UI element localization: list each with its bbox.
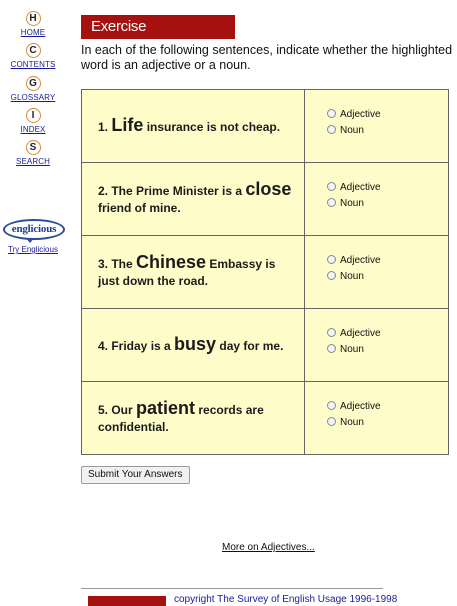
highlighted-word: close (245, 179, 292, 199)
question-text-after: insurance is not cheap. (143, 119, 281, 134)
answer-cell (305, 382, 448, 454)
question-cell (82, 163, 305, 235)
nav-home-label[interactable]: HOME (20, 28, 46, 37)
question-cell (82, 90, 305, 162)
highlighted-word: busy (174, 333, 217, 354)
adjective-radio[interactable] (327, 401, 336, 410)
nav-glossary[interactable] (0, 76, 66, 102)
adjective-radio[interactable] (327, 182, 336, 191)
question-text-before: 1. (98, 119, 112, 134)
question-row (82, 90, 448, 163)
question-row (82, 236, 448, 309)
noun-radio[interactable] (327, 125, 336, 134)
try-englicious-link[interactable]: Try Englicious (8, 245, 58, 254)
noun-label: Noun (340, 417, 364, 428)
adjective-option[interactable] (327, 328, 381, 339)
question-cell (82, 236, 305, 308)
noun-option[interactable] (327, 198, 364, 209)
nav-glossary-label[interactable]: GLOSSARY (10, 93, 56, 102)
noun-radio[interactable] (327, 417, 336, 426)
englicious-logo[interactable]: englicious (3, 219, 65, 240)
noun-option[interactable] (327, 344, 364, 355)
answer-cell (305, 90, 448, 162)
adjective-option[interactable] (327, 109, 381, 120)
highlighted-word: patient (136, 398, 196, 418)
adjective-radio[interactable] (327, 109, 336, 118)
answer-cell (305, 236, 448, 308)
nav-index[interactable] (0, 108, 66, 134)
adjective-option[interactable] (327, 401, 381, 412)
question-text-after: records are confidential. (98, 403, 264, 434)
quiz-table (81, 89, 449, 455)
adjective-label: Adjective (340, 328, 381, 339)
index-icon: I (26, 108, 41, 123)
logo-tail-icon (26, 238, 34, 243)
copyright-link[interactable]: copyright The Survey of English Usage 1996-1998 (174, 594, 398, 605)
noun-label: Noun (340, 198, 364, 209)
contents-icon: C (26, 43, 41, 58)
noun-option[interactable] (327, 271, 364, 282)
noun-label: Noun (340, 344, 364, 355)
answer-cell (305, 163, 448, 235)
adjective-radio[interactable] (327, 328, 336, 337)
more-on-adjectives-link[interactable]: More on Adjectives... (222, 542, 315, 553)
adjective-label: Adjective (340, 401, 381, 412)
adjective-option[interactable] (327, 255, 381, 266)
nav-index-label[interactable]: INDEX (20, 125, 46, 134)
question-text-before: 2. The Prime Minister is a (98, 184, 246, 198)
submit-answers-button[interactable]: Submit Your Answers (81, 466, 190, 484)
question-text (98, 181, 292, 217)
adjective-radio[interactable] (327, 255, 336, 264)
adjective-label: Adjective (340, 109, 381, 120)
footer-divider (81, 588, 383, 589)
exercise-banner: Exercise (81, 15, 235, 39)
question-cell (82, 382, 305, 454)
adjective-option[interactable] (327, 182, 381, 193)
question-row (82, 382, 448, 454)
glossary-icon: G (26, 76, 41, 91)
adjective-label: Adjective (340, 255, 381, 266)
adjective-label: Adjective (340, 182, 381, 193)
highlighted-word: Life (111, 114, 144, 135)
nav-home[interactable] (0, 11, 66, 37)
question-row (82, 309, 448, 382)
question-text-before: 5. Our (98, 403, 137, 417)
noun-radio[interactable] (327, 198, 336, 207)
answer-cell (305, 309, 448, 381)
noun-option[interactable] (327, 125, 364, 136)
footer-logo-bar (88, 596, 166, 606)
home-icon: H (26, 11, 41, 26)
nav-search[interactable] (0, 140, 66, 166)
question-text-after: day for me. (216, 338, 284, 353)
question-text (98, 333, 284, 355)
question-cell (82, 309, 305, 381)
nav-contents[interactable] (0, 43, 66, 69)
instructions-text: In each of the following sentences, indicate whether the highlighted word is an adjective or a noun. (81, 43, 453, 72)
noun-radio[interactable] (327, 344, 336, 353)
noun-label: Noun (340, 271, 364, 282)
noun-label: Noun (340, 125, 364, 136)
nav-search-label[interactable]: SEARCH (16, 157, 50, 166)
noun-radio[interactable] (327, 271, 336, 280)
highlighted-word: Chinese (136, 252, 207, 272)
search-icon: S (26, 140, 41, 155)
question-text-before: 4. Friday is a (98, 338, 175, 353)
question-text (98, 254, 292, 290)
nav-contents-label[interactable]: CONTENTS (10, 60, 56, 69)
question-text-before: 3. The (98, 257, 137, 271)
noun-option[interactable] (327, 417, 364, 428)
question-row (82, 163, 448, 236)
question-text-after: friend of mine. (98, 201, 181, 215)
question-text (98, 400, 292, 436)
question-text-after: Embassy is just down the road. (98, 257, 276, 288)
question-text (98, 114, 281, 136)
